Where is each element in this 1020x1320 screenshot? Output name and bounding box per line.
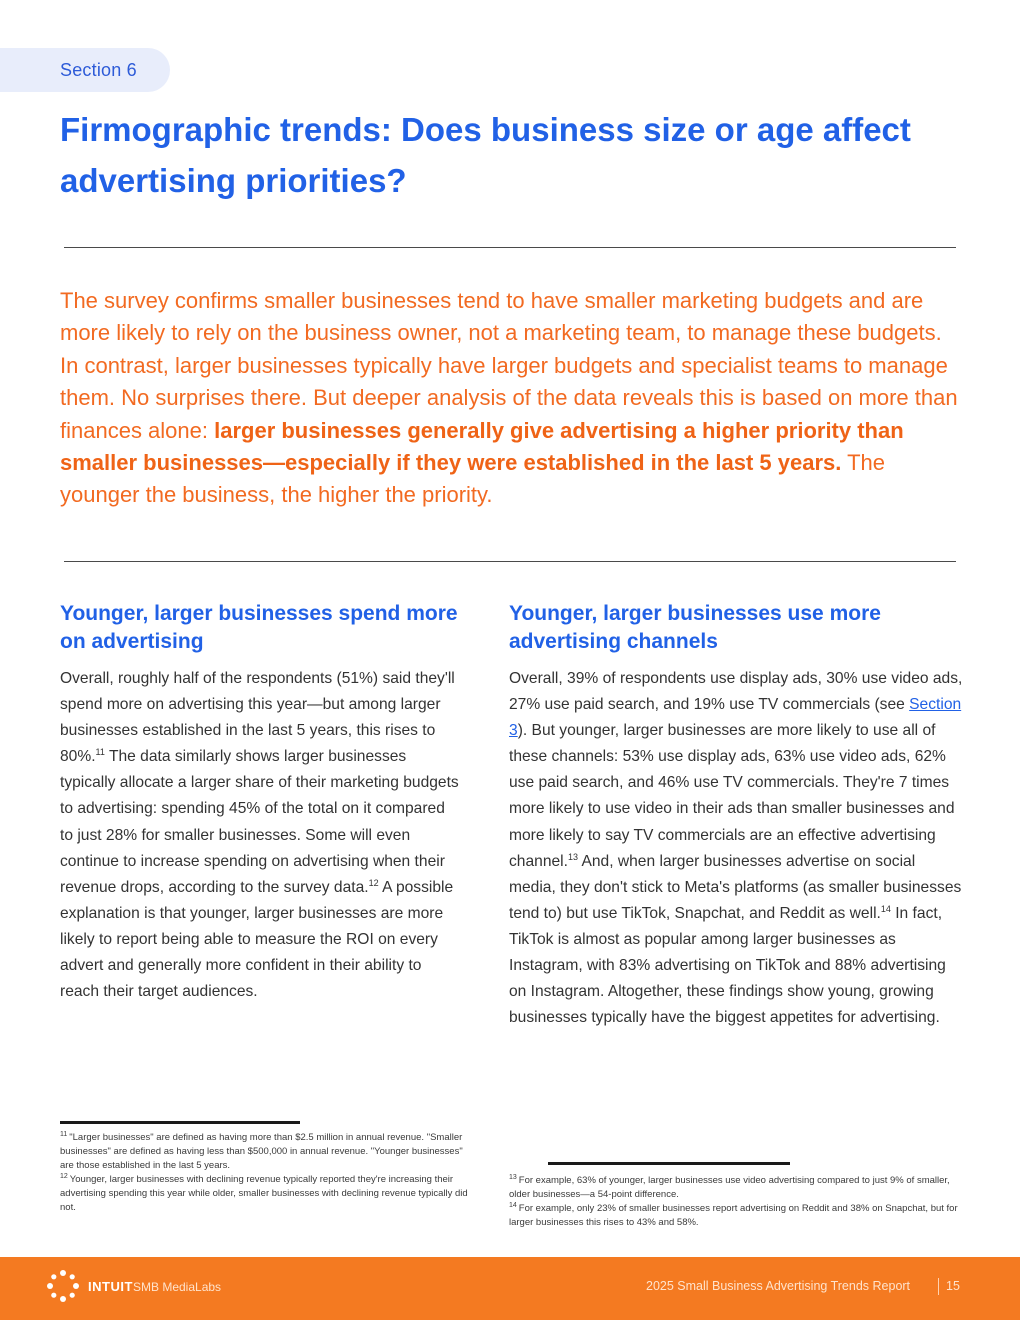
footnotes-right xyxy=(509,1174,959,1230)
footnote-number: 14 xyxy=(509,1201,517,1209)
footnote-text: For example, only 23% of smaller businesses report advertising on Reddit and 38% on Snapchat, but for larger businesses this rises to 43% and 58%. xyxy=(509,1203,958,1228)
footnote-divider-right xyxy=(548,1162,790,1165)
footnote-11 xyxy=(60,1131,470,1173)
left-heading: Younger, larger businesses spend more on advertising xyxy=(60,602,458,653)
right-body xyxy=(509,666,964,1031)
right-body-part-1: Overall, 39% of respondents use display ads, 30% use video ads, 27% use paid search, and 19% use TV commercials (see xyxy=(509,670,963,714)
divider-bottom xyxy=(64,561,956,562)
lead-text-after: The younger the business, the higher the priority. xyxy=(60,450,886,508)
footnote-12 xyxy=(60,1173,470,1215)
page-title: Firmographic trends: Does business size or age affect advertising priorities? xyxy=(60,111,911,199)
lead-bold-text: larger businesses generally give advertising a higher priority than smaller businesses—especially if they were established in the last 5 years. xyxy=(60,417,904,476)
footnote-text: For example, 63% of younger, larger businesses use video advertising compared to just 9% of smaller, older businesses—a 54-point difference. xyxy=(509,1175,950,1200)
footnote-number: 13 xyxy=(509,1173,517,1181)
left-column xyxy=(60,600,460,1005)
right-body-part-3: And, when larger businesses advertise on social media, they don't stick to Meta's platforms (as smaller businesses tend to) but use TikTok, Snapchat, and Reddit as well. xyxy=(509,852,962,922)
footnote-number: 12 xyxy=(60,1172,68,1180)
intuit-dots-logo-icon xyxy=(46,1269,80,1303)
left-body xyxy=(60,666,460,1005)
footnote-ref-14: 14 xyxy=(880,903,891,914)
right-body-part-2: ). But younger, larger businesses are more likely to use all of these channels: 53% use display ads, 63% use video ads, 62% use paid search, and 46% use TV commercials. They're 7 times more likely to use video in their ads than smaller businesses and more likely to say TV commercials are an effective advertising channel. xyxy=(509,722,955,870)
page-number: 15 xyxy=(946,1279,960,1293)
brand-name: INTUIT xyxy=(88,1279,133,1294)
right-heading: Younger, larger businesses use more advertising channels xyxy=(509,602,881,653)
report-title: 2025 Small Business Advertising Trends Report xyxy=(646,1279,911,1293)
footer-separator xyxy=(938,1278,939,1295)
left-body-part-2: The data similarly shows larger businesses typically allocate a larger share of their marketing budgets to advertising: spending 45% of the total on it compared to just 28% for smaller businesses. Some will even continue to increase spending on advertising when their revenue drops, according to the survey data. xyxy=(60,748,459,896)
footnote-divider-left xyxy=(60,1121,300,1124)
footnote-text: Younger, larger businesses with declining revenue typically reported they're increasing their advertising spending this year while older, smaller businesses with declining revenue typically did not. xyxy=(60,1174,468,1213)
footnote-13 xyxy=(509,1174,959,1202)
divider-top xyxy=(64,247,956,248)
lead-paragraph xyxy=(60,285,965,512)
left-body-part-3: A possible explanation is that younger, larger businesses are more likely to report being able to measure the ROI on every advert and generally more confident in their ability to reach their target audiences. xyxy=(60,878,454,1001)
footnote-ref-11: 11 xyxy=(95,747,105,758)
right-column xyxy=(509,600,964,1031)
section-tab xyxy=(0,48,170,92)
lead-text-before: The survey confirms smaller businesses tend to have smaller marketing budgets and are more likely to rely on the business owner, not a marketing team, to manage these budgets. In contrast, larger businesses typically have larger budgets and specialist teams to manage them. No surprises there. But deeper analysis of the data reveals this is based on more than finances alone: xyxy=(60,288,958,443)
section-label: Section 6 xyxy=(60,60,137,80)
footnote-text: "Larger businesses" are defined as having more than $2.5 million in annual revenue. "Smaller businesses" are defined as having less than $500,000 in annual revenue. "Younger businesses" are those established in the last 5 years. xyxy=(60,1132,463,1171)
footnotes-left xyxy=(60,1131,470,1215)
footnote-14 xyxy=(509,1202,959,1230)
right-body-part-4: In fact, TikTok is almost as popular among larger businesses as Instagram, with 83% advertising on TikTok and 88% advertising on Instagram. Altogether, these findings show young, growing businesses typically have the biggest appetites for advertising. xyxy=(509,904,946,1027)
left-body-part-1: Overall, roughly half of the respondents (51%) said they'll spend more on advertising this year—but among larger businesses established in the last 5 years, this rises to 80%. xyxy=(60,670,455,766)
footnote-ref-13: 13 xyxy=(567,851,578,862)
page-footer xyxy=(0,1257,1020,1320)
brand-subtitle: SMB MediaLabs xyxy=(133,1280,222,1294)
footnote-number: 11 xyxy=(60,1130,68,1138)
footnote-ref-12: 12 xyxy=(368,877,379,888)
section-3-link[interactable]: Section 3 xyxy=(509,696,962,740)
